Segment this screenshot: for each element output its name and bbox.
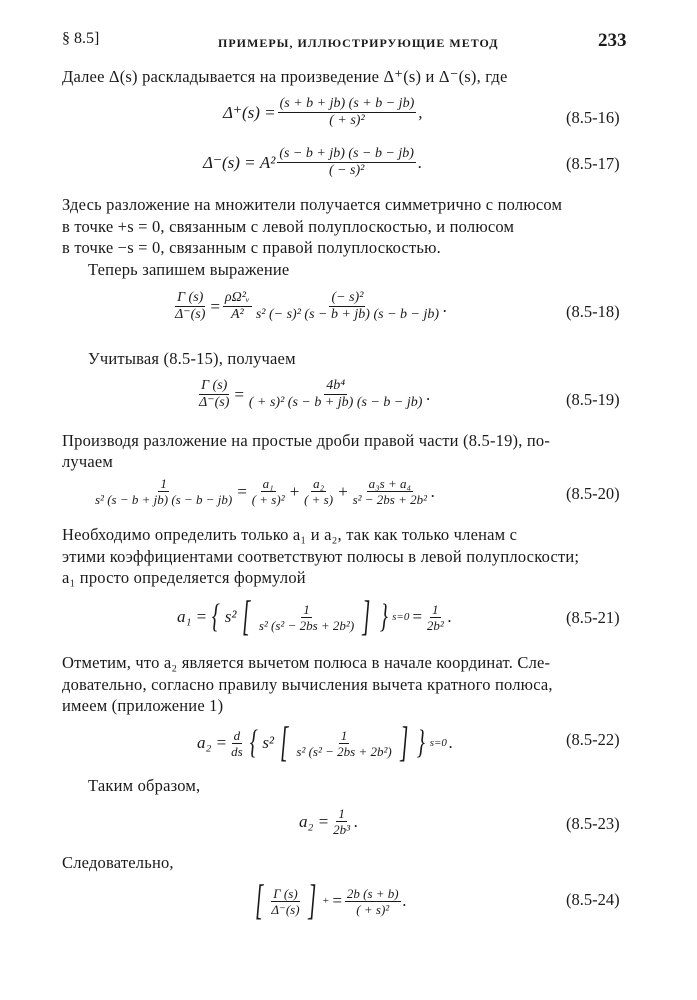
fraction-denominator: A² <box>230 307 244 322</box>
right-bracket: ] <box>307 878 316 924</box>
eq-factor: s² <box>262 733 275 752</box>
paragraph-line: лучаем <box>62 452 114 471</box>
page-number: 233 <box>598 30 627 51</box>
fraction-numerator: 4b⁴ <box>326 378 346 393</box>
fraction-numerator: 1 <box>303 601 310 617</box>
eq-fraction <box>294 728 393 759</box>
eq-plus: + <box>337 481 349 501</box>
fraction-denominator: s² − 2bs + 2b² <box>352 492 428 507</box>
right-brace: } <box>379 598 388 635</box>
fraction-denominator: ( − s)² <box>328 163 365 178</box>
fraction-denominator: ( + s) <box>304 492 334 507</box>
eq-fraction <box>173 290 207 323</box>
fraction-denominator: s² (s² − 2bs + 2b²) <box>258 617 355 633</box>
fraction-numerator: a₂ <box>313 476 325 491</box>
equation-8-5-16 <box>222 96 424 129</box>
eq-tail: . <box>431 481 436 501</box>
fraction-denominator: s² (s − b + jb) (s − b − jb) <box>95 492 233 507</box>
eq-fraction <box>277 146 416 179</box>
eq-tail: . <box>417 152 423 172</box>
equation-number: (8.5-17) <box>566 154 620 173</box>
paragraph-line: этими коэффициентами соответствуют полюсы в левой полуплоскости; <box>62 547 580 566</box>
fraction-denominator: Δ⁻(s) <box>175 307 206 322</box>
fraction-numerator: 1 <box>338 806 345 821</box>
paragraph-line: довательно, согласно правилу вычисления вычета кратного полюса, <box>62 675 553 694</box>
fraction-denominator: 2b² <box>426 617 444 633</box>
fraction-denominator: ( + s)² <box>356 901 390 917</box>
eq-subscript: s=0 <box>392 611 410 623</box>
eq-fraction <box>302 476 335 507</box>
eq-tail: . <box>448 733 454 752</box>
paragraph-line: в точке −s = 0, связанным с правой полуплоскостью. <box>62 238 441 257</box>
eq-lhs: a₁ = <box>177 607 208 626</box>
eq-tail: . <box>426 384 431 404</box>
equation-number: (8.5-18) <box>566 302 620 321</box>
fraction-numerator: Γ (s) <box>273 885 298 901</box>
equation-number: (8.5-21) <box>566 608 620 627</box>
eq-fraction <box>351 476 429 507</box>
equation-number: (8.5-23) <box>566 814 620 833</box>
fraction-denominator: ( + s)² <box>251 492 285 507</box>
fraction-numerator: 1 <box>340 727 348 743</box>
eq-fraction <box>425 602 446 633</box>
equation-8-5-23 <box>298 806 359 837</box>
fraction-numerator: (s − b + jb) (s − b − jb) <box>279 146 414 161</box>
paragraph-line: Учитывая (8.5-15), получаем <box>88 349 296 368</box>
equation-8-5-20 <box>92 476 436 507</box>
left-bracket: [ <box>280 720 289 766</box>
eq-fraction <box>250 476 287 507</box>
equation-8-5-19 <box>196 378 432 411</box>
paragraph-line: Теперь запишем выражение <box>88 260 290 279</box>
fraction-numerator: a₃s + a₄ <box>368 476 411 491</box>
fraction-numerator: ρΩ²ᵥ <box>224 290 250 305</box>
paragraph-line: Таким образом, <box>88 776 201 795</box>
eq-equals: = <box>411 607 423 626</box>
right-bracket: ] <box>399 720 408 766</box>
eq-subscript: + <box>321 895 330 907</box>
eq-fraction <box>223 290 252 323</box>
fraction-denominator: ( + s)² (s − b + jb) (s − b − jb) <box>248 395 423 410</box>
equation-8-5-17 <box>202 146 423 179</box>
equation-8-5-22 <box>196 722 454 764</box>
eq-tail: . <box>354 811 359 831</box>
equation-8-5-18 <box>172 290 448 323</box>
left-brace: { <box>211 598 221 635</box>
right-bracket: ] <box>362 594 371 640</box>
eq-lhs: Δ⁻(s) = A² <box>203 152 276 172</box>
fraction-numerator: a₁ <box>262 476 274 491</box>
eq-fraction <box>269 886 301 917</box>
eq-derivative <box>229 728 245 759</box>
fraction-denominator: ( + s)² <box>329 113 365 128</box>
eq-equals: = <box>233 384 245 404</box>
fraction-numerator: (− s)² <box>331 290 364 305</box>
eq-tail: . <box>443 296 448 316</box>
eq-subscript: s=0 <box>429 737 447 749</box>
eq-fraction <box>247 378 425 411</box>
eq-lhs: a₂ = <box>299 811 330 831</box>
left-bracket: [ <box>242 594 251 640</box>
fraction-numerator: (s + b + jb) (s + b − jb) <box>279 96 415 111</box>
paragraph-line: в точке +s = 0, связанным с левой полуплоскостью, и полюсом <box>62 217 515 236</box>
fraction-denominator: Δ⁻(s) <box>199 395 230 410</box>
eq-equals: = <box>236 481 248 501</box>
paragraph-line: Отметим, что a₂ является вычетом полюса в начале координат. Сле- <box>62 653 551 672</box>
eq-equals: = <box>209 296 221 316</box>
eq-fraction <box>331 806 352 837</box>
paragraph-line: Далее Δ(s) раскладывается на произведение Δ⁺(s) и Δ⁻(s), где <box>62 67 508 86</box>
fraction-numerator: Γ (s) <box>201 378 228 393</box>
eq-fraction <box>257 602 356 633</box>
equation-number: (8.5-20) <box>566 484 620 503</box>
paragraph-line: имеем (приложение 1) <box>62 696 224 715</box>
paragraph-line: a₁ просто определяется формулой <box>62 568 306 587</box>
paragraph-line: Необходимо определить только a₁ и a₂, так как только членам с <box>62 525 518 544</box>
eq-lhs: Δ⁺(s) = <box>223 102 276 122</box>
fraction-denominator: ds <box>231 743 243 759</box>
eq-fraction <box>254 290 441 323</box>
eq-fraction <box>278 96 417 129</box>
fraction-numerator: 2b (s + b) <box>346 885 399 901</box>
paragraph-line: Производя разложение на простые дроби правой части (8.5-19), по- <box>62 431 551 450</box>
eq-equals: = <box>331 891 343 910</box>
eq-tail: . <box>402 891 407 910</box>
running-title: ПРИМЕРЫ, ИЛЛЮСТРИРУЮЩИЕ МЕТОД <box>218 36 499 50</box>
equation-number: (8.5-16) <box>566 108 620 127</box>
paragraph-line: Здесь разложение на множители получается симметрично с полюсом <box>62 195 563 214</box>
eq-tail: . <box>447 607 452 626</box>
fraction-denominator: s² (− s)² (s − b + jb) (s − b − jb) <box>255 307 440 322</box>
right-brace: } <box>416 724 425 761</box>
equation-number: (8.5-19) <box>566 390 620 409</box>
equation-8-5-24 <box>250 880 408 922</box>
paragraph-line: Следовательно, <box>62 853 174 872</box>
eq-fraction <box>93 476 234 507</box>
equation-number: (8.5-24) <box>566 890 620 909</box>
eq-tail: , <box>418 102 423 122</box>
fraction-denominator: s² (s² − 2bs + 2b²) <box>296 743 392 759</box>
fraction-numerator: Γ (s) <box>177 290 204 305</box>
left-bracket: [ <box>255 878 264 924</box>
equation-8-5-21 <box>176 596 453 638</box>
fraction-denominator: Δ⁻(s) <box>271 901 300 917</box>
section-marker: § 8.5] <box>62 30 100 47</box>
eq-lhs: a₂ = <box>197 733 228 752</box>
left-brace: { <box>249 724 258 761</box>
fraction-numerator: 1 <box>160 476 167 491</box>
equation-number: (8.5-22) <box>566 730 620 749</box>
fraction-denominator: 2b³ <box>333 822 351 837</box>
fraction-numerator: 1 <box>432 601 439 617</box>
fraction-numerator: d <box>233 727 241 743</box>
eq-plus: + <box>288 481 301 501</box>
eq-factor: s² <box>224 607 237 626</box>
eq-fraction <box>345 886 401 917</box>
eq-fraction <box>197 378 231 411</box>
